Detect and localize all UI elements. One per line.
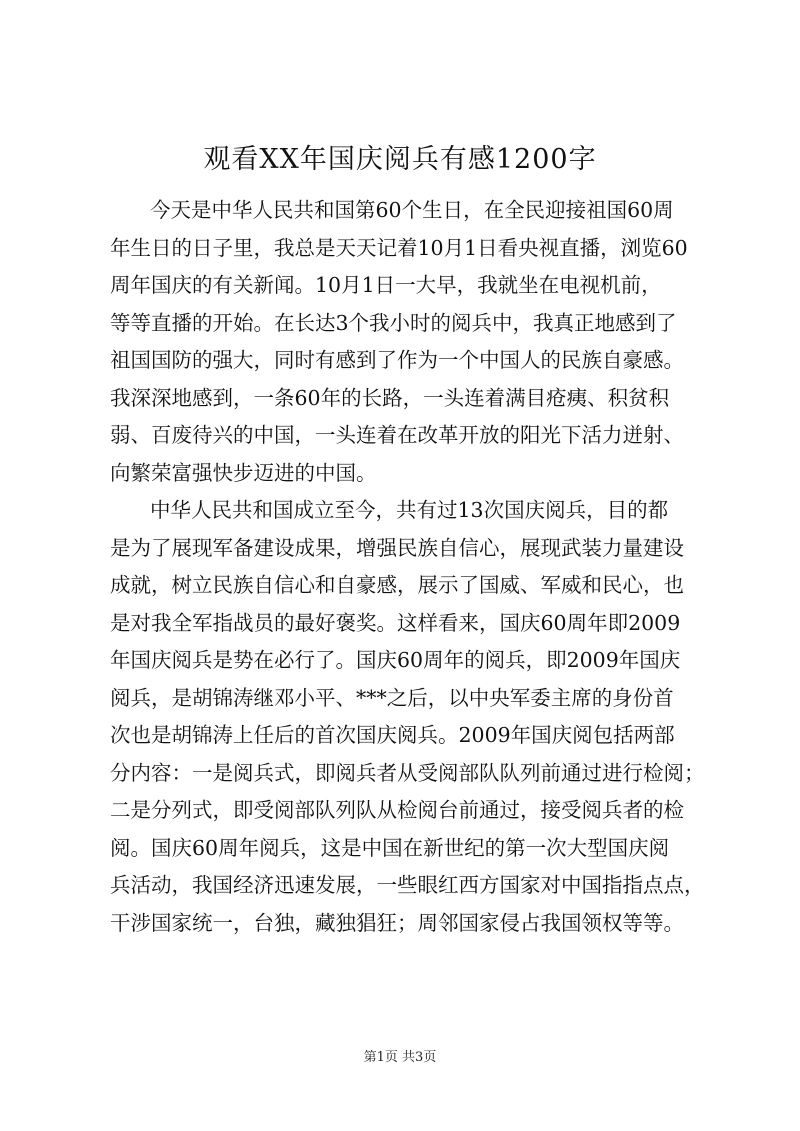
paragraph-2-line-1: 中华人民共和国成立至今，共有过13次国庆阅兵，目的都 — [150, 498, 669, 522]
paragraph-2-line-4: 是对我全军指战员的最好褒奖。这样看来，国庆60周年即2009 — [110, 610, 681, 635]
paragraph-2-line-7: 次也是胡锦涛上任后的首次国庆阅兵。2009年国庆阅包括两部 — [110, 723, 675, 747]
paragraph-2-line-8: 分内容：一是阅兵式，即阅兵者从受阅部队队列前通过进行检阅； — [110, 760, 705, 785]
page-footer: 第1页 共3页 — [363, 1050, 437, 1065]
paragraph-1-line-3: 周年国庆的有关新闻。10月1日一大早，我就坐在电视机前， — [110, 273, 662, 297]
paragraph-1-line-7: 弱、百废待兴的中国，一头连着在改革开放的阳光下活力迸射、 — [110, 423, 684, 447]
paragraph-2-line-6: 阅兵，是胡锦涛继邓小平、***之后，以中央军委主席的身份首 — [110, 685, 674, 710]
paragraph-1-line-2: 年生日的日子里，我总是天天记着10月1日看央视直播，浏览60 — [110, 235, 688, 260]
paragraph-1-line-4: 等等直播的开始。在长达3个我小时的阅兵中，我真正地感到了 — [110, 310, 677, 335]
paragraph-1-line-6: 我深深地感到，一条60年的长路，一头连着满目疮痍、积贫积 — [110, 385, 670, 410]
paragraph-1-line-5: 祖国国防的强大，同时有感到了作为一个中国人的民族自豪感。 — [110, 348, 684, 372]
paragraph-2-line-9: 二是分列式，即受阅部队列队从检阅台前通过，接受阅兵者的检 — [110, 798, 684, 822]
paragraph-2-line-10: 阅。国庆60周年阅兵，这是中国在新世纪的第一次大型国庆阅 — [110, 835, 670, 860]
paragraph-1-line-8: 向繁荣富强快步迈进的中国。 — [110, 460, 377, 485]
paragraph-2-line-2: 是为了展现军备建设成果，增强民族自信心，展现武装力量建设 — [110, 535, 684, 560]
paragraph-2-line-12: 干涉国家统一，台独，藏独猖狂；周邻国家侵占我国领权等等。 — [110, 910, 684, 935]
paragraph-2-line-3: 成就，树立民族自信心和自豪感，展示了国威、军威和民心，也 — [110, 573, 684, 597]
document-body — [110, 192, 710, 942]
document-title: 观看XX年国庆阅兵有感1200字 — [203, 144, 597, 175]
paragraph-2-line-11: 兵活动，我国经济迅速发展，一些眼红西方国家对中国指指点点， — [110, 873, 705, 897]
paragraph-1-line-1: 今天是中华人民共和国第60个生日，在全民迎接祖国60周 — [150, 198, 674, 222]
paragraph-2-line-5: 年国庆阅兵是势在必行了。国庆60周年的阅兵，即2009年国庆 — [110, 648, 681, 672]
